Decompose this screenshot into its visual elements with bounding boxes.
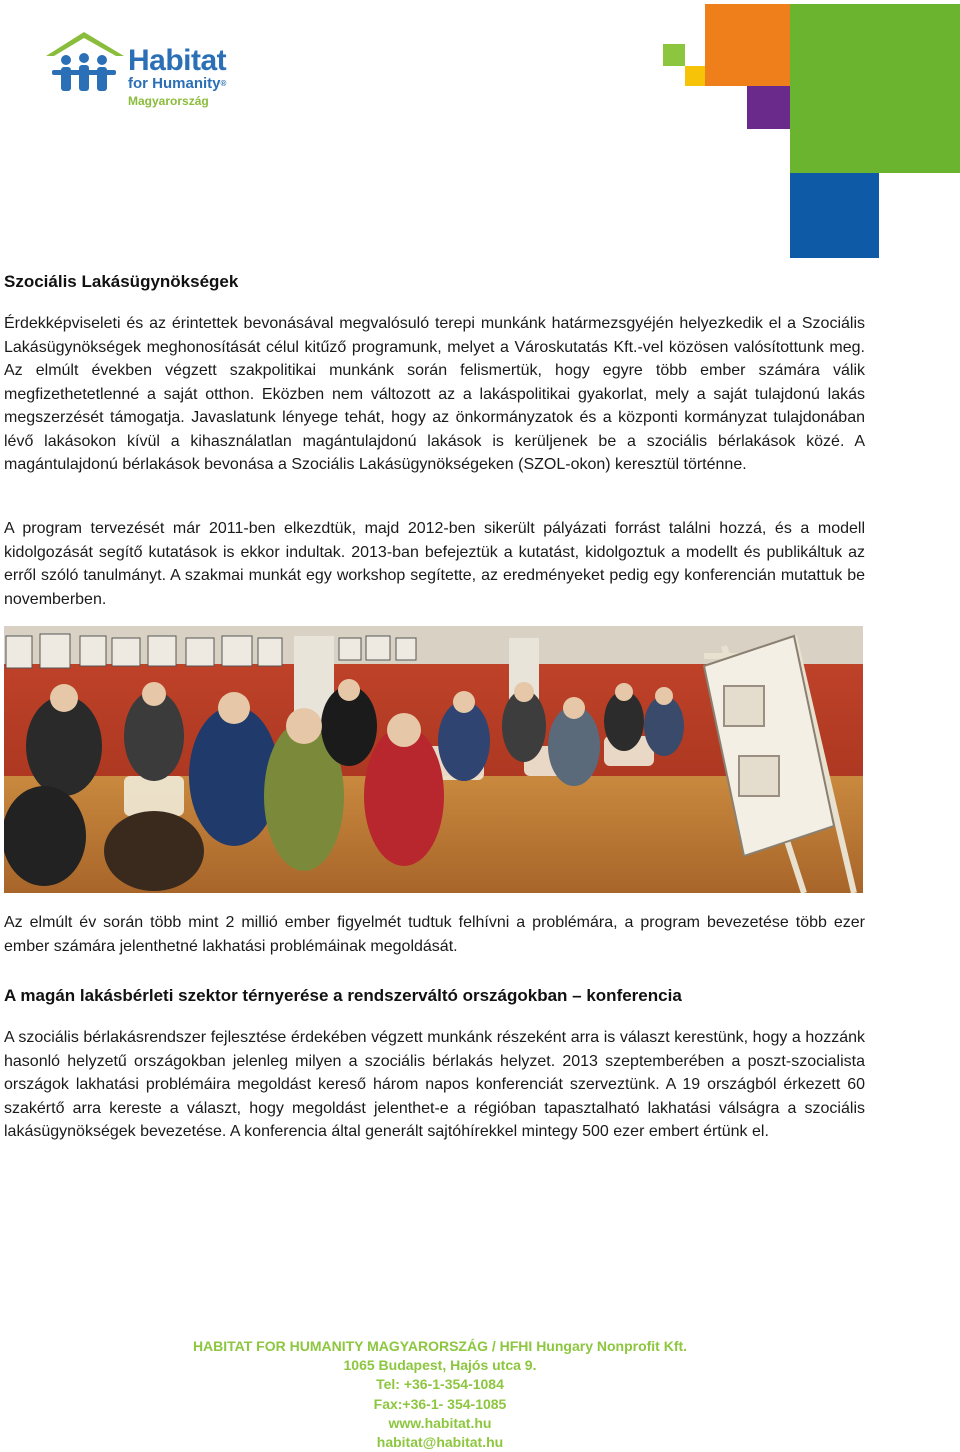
house-people-icon xyxy=(44,30,128,100)
section-heading: A magán lakásbérleti szektor térnyerése a rendszerváltó országokban – konferencia xyxy=(4,986,682,1005)
decor-square-blue xyxy=(790,173,879,258)
decor-square-light-green xyxy=(663,44,685,66)
paragraph: Az elmúlt év során több mint 2 millió ember figyelmét tudtuk felhívni a problémára, a program bevezetése több ezer ember számára jelenthetné lakhatási problémáinak megoldását. xyxy=(4,914,865,955)
footer-fax: Fax:+36-1- 354-1085 xyxy=(373,1395,507,1412)
footer-email-link[interactable]: habitat@habitat.hu xyxy=(376,1434,504,1451)
footer-org: HABITAT FOR HUMANITY MAGYARORSZÁG / HFHI Hungary Nonprofit Kft. xyxy=(192,1338,688,1354)
section-heading: Szociális Lakásügynökségek xyxy=(4,272,239,291)
paragraph: A szociális bérlakásrendszer fejlesztése érdekében végzett munkánk részeként arra is választ kerestünk, hogy a hozzánk hasonló helyzetű országokban jelenleg milyen a szociális bérlakás helyzet. 2013 szeptemberében a poszt-szocialista országok lakhatási problémáira megoldást kereső három napos konferenciát szerveztünk. A 19 országból érkezett 60 szakértő arra kereste a választ, hogy megoldást jelenthet-e a régióban tapasztalható lakhatási válságra a szociális lakásügynökségek bevezetése. A konferencia által generált sajtóhírekkel mintegy 500 ezer embert értünk el. xyxy=(4,1029,865,1140)
footer-web-link[interactable]: www.habitat.hu xyxy=(388,1414,492,1431)
decor-square-green xyxy=(790,4,960,173)
logo-tagline: for Humanity® xyxy=(128,75,227,92)
footer-tel: Tel: +36-1-354-1084 xyxy=(376,1376,504,1393)
logo-country: Magyarország xyxy=(128,94,209,108)
decor-square-purple xyxy=(747,86,790,129)
footer-address: 1065 Budapest, Hajós utca 9. xyxy=(343,1357,537,1374)
footer-contact xyxy=(0,1337,880,1452)
paragraph: A program tervezését már 2011-ben elkezdtük, majd 2012-ben sikerült pályázati forrást találni hozzá, és a modell kidolgozását segítő kutatások is ekkor indultak. 2013-ban befejeztük a kutatást, kidolgoztuk a modellt és publikáltuk az erről szóló tanulmányt. A szakmai munkát egy workshop segítette, az eredményeket pedig egy konferencián mutattuk be novemberben. xyxy=(4,520,865,608)
decor-square-yellow xyxy=(685,66,705,86)
habitat-logo xyxy=(44,30,244,114)
conference-photo xyxy=(4,626,863,893)
logo-wordmark: Habitat xyxy=(128,44,227,77)
decor-square-orange xyxy=(705,4,790,86)
paragraph: Érdekképviseleti és az érintettek bevonásával megvalósuló terepi munkánk határmezsgyéjén helyezkedik el a Szociális Lakásügynökségek meghonosítását célul kitűző programunk, melyet a Városkutatás Kft.-vel közösen valósítottunk meg. Az elmúlt években végzett szakpolitikai munkánk során felismertük, hogy egyre több ember számára válik megfizethetetlenné a saját otthon. Eközben nem változott az a lakáspolitikai gyakorlat, mely a saját tulajdonú lakás megszerzését támogatja. Javaslatunk lényege tehát, hogy az önkormányzatok és a központi kormányzat tulajdonában lévő lakásokon kívül a kihasználatlan magántulajdonú lakások is kerüljenek be a szociális bérlakások közé. A magántulajdonú bérlakások bevonása a Szociális Lakásügynökségeken (SZOL-okon) keresztül történne. xyxy=(4,315,865,473)
